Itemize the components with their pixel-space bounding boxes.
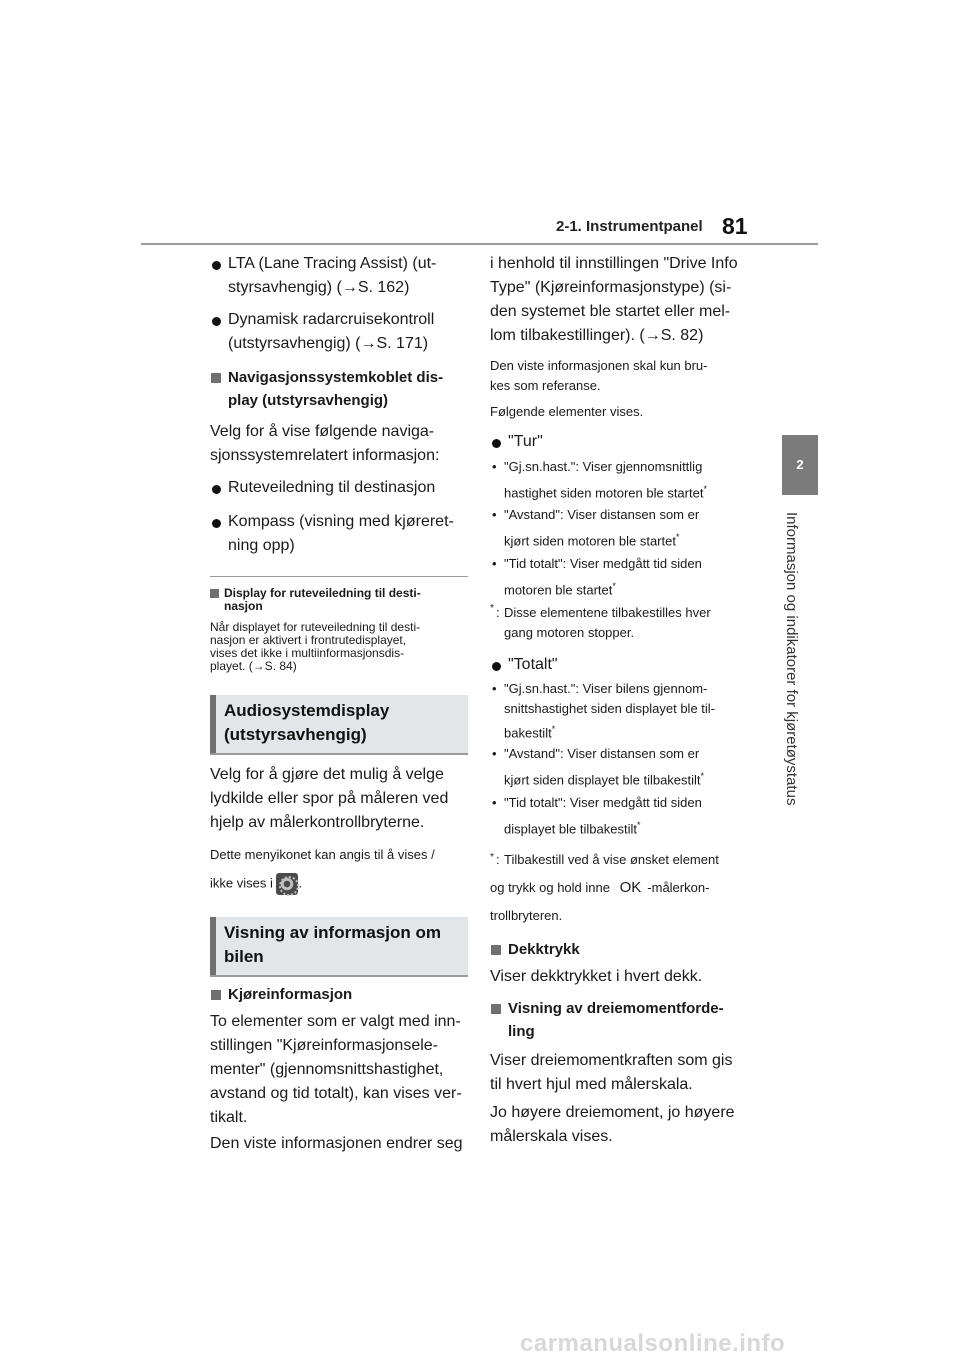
list-item: • "Gj.sn.hast.": Viser bilens gjennom- snittshastighet siden displayet ble til- bakestilt* (492, 680, 716, 741)
paragraph: Velg for å vise følgende naviga- sjonssystemrelatert informasjon: (210, 423, 440, 464)
footnote: * : Tilbakestill ved å vise ønsket element og trykk og hold inne OK -målerkon- trollbryteren. (490, 851, 719, 923)
list-item: • "Avstand": Viser distansen som er kjørt siden displayet ble tilbakestilt* (492, 746, 705, 788)
list-item: Kompass (visning med kjøreret- ning opp) (210, 510, 468, 558)
note-heading: Display for ruteveiledning til desti- nasjon (210, 587, 468, 613)
list-item: • "Gj.sn.hast.": Viser gjennomsnittlig hastighet siden motoren ble startet* (492, 459, 707, 501)
paragraph: Jo høyere dreiemoment, jo høyere målerskala vises. (490, 1103, 735, 1145)
list-item: "Totalt" (490, 653, 752, 677)
list-item: • "Tid totalt": Viser medgått tid siden displayet ble tilbakestilt* (492, 794, 702, 836)
note-divider (210, 576, 468, 577)
subsection-heading: Dekktrykk (490, 938, 752, 961)
list-item: "Tur" (490, 430, 752, 454)
right-column (490, 252, 752, 1151)
square-marker-icon (211, 990, 221, 1000)
bullet-icon (492, 439, 501, 448)
subsection-heading: Visning av dreiemomentforde- ling (490, 997, 752, 1043)
footnote: * : Disse elementene tilbakestilles hver gang motoren stopper. (490, 602, 711, 640)
paragraph: Velg for å gjøre det mulig å velge lydkilde eller spor på måleren ved hjelp av målerkontrollbryterne. (210, 766, 449, 831)
section-heading-audio: Audiosystemdisplay (utstyrsavhengig) (210, 695, 468, 755)
settings-gear-icon (276, 873, 298, 895)
header-title: 2-1. Instrumentpanel (556, 218, 703, 235)
bullet-icon (212, 485, 221, 494)
section-heading-vehicle-info: Visning av informasjon om bilen (210, 917, 468, 977)
page-number: 81 (722, 213, 748, 239)
square-marker-icon (211, 373, 221, 383)
watermark: carmanualsonline.info (520, 1330, 786, 1357)
list-item: • "Avstand": Viser distansen som er kjørt siden motoren ble startet* (492, 507, 700, 549)
bullet-icon (212, 519, 221, 528)
paragraph: i henhold til innstillingen "Drive Info Type" (Kjøreinformasjonstype) (si- den systemet ble startet eller mel- lom tilbakestillinger). (→S. 82) (490, 255, 738, 344)
list-item: Ruteveiledning til destinasjon (210, 476, 468, 500)
paragraph: To elementer som er valgt med inn- stillingen "Kjøreinformasjonsele- menter" (gjennomsnittshastighet, avstand og tid totalt), kan vises ver- tikalt. Den viste informasjonen endrer seg (210, 1013, 463, 1152)
small-paragraph: Den viste informasjonen skal kun bru- kes som referanse. (490, 358, 708, 393)
header-divider (141, 243, 818, 245)
bullet-icon (212, 261, 221, 270)
square-marker-icon (210, 589, 219, 598)
paragraph: Viser dreiemomentkraften som gis til hvert hjul med målerskala. (490, 1051, 733, 1093)
chapter-tab-label: Informasjon og indikatorer for kjøretøystatus (783, 512, 800, 806)
subsection-heading: Kjøreinformasjon (210, 983, 468, 1006)
subsection-heading: Navigasjonssystemkoblet dis- play (utstyrsavhengig) (210, 366, 468, 412)
chapter-tab: 2 (782, 435, 818, 495)
small-paragraph: Dette menyikonet kan angis til å vises / ikke vises i . (210, 845, 468, 895)
square-marker-icon (491, 945, 501, 955)
left-column (210, 252, 468, 1158)
list-item: Dynamisk radarcruisekontroll (utstyrsavhengig) (→S. 171) (210, 308, 468, 356)
list-item: LTA (Lane Tracing Assist) (ut- styrsavhengig) (→S. 162) (210, 252, 468, 300)
paragraph: Viser dekktrykket i hvert dekk. (490, 967, 703, 985)
square-marker-icon (491, 1004, 501, 1014)
note-body: Når displayet for ruteveiledning til desti- nasjon er aktivert i frontrutedisplayet, vises det ikke i multiinformasjonsdis- playet. (→S. 84) (210, 620, 421, 673)
ok-button-symbol: OK (619, 878, 642, 896)
bullet-icon (492, 662, 501, 671)
small-paragraph: Følgende elementer vises. (490, 404, 644, 419)
list-item: • "Tid totalt": Viser medgått tid siden motoren ble startet* (492, 555, 702, 597)
bullet-icon (212, 317, 221, 326)
